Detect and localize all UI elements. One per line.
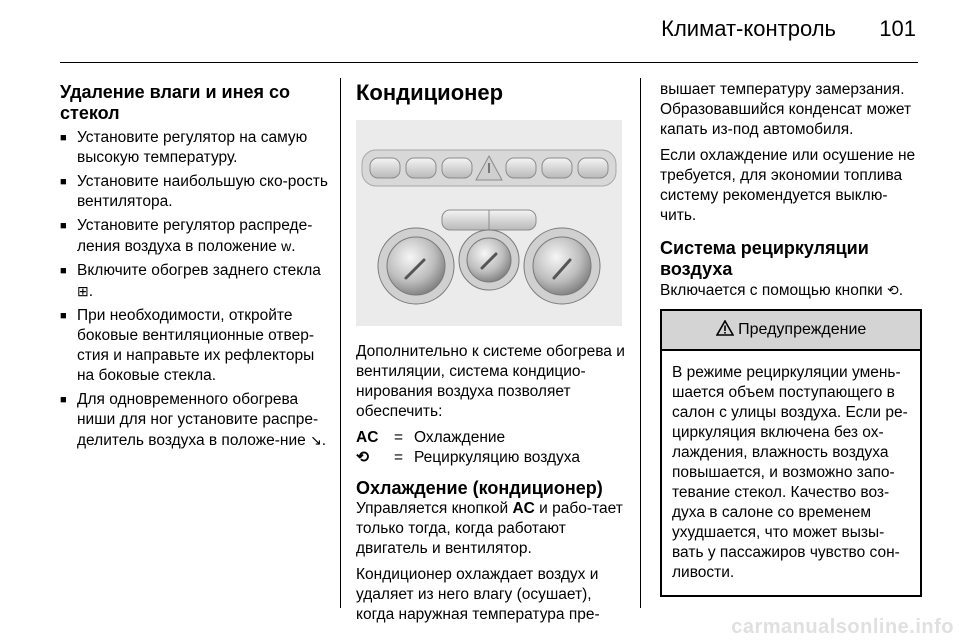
climate-control-panel-image (356, 120, 622, 326)
continuation-paragraph: вышает температуру замерзания. Образовавшийся конденсат может капать из-под автомобиля. (660, 81, 912, 138)
page-header-title: Климат-контроль (661, 16, 836, 41)
economy-paragraph: Если охлаждение или осушение не требуется, для экономии топлива систему рекомендуется выклю-чить. (660, 147, 916, 224)
header-rule (60, 62, 918, 63)
recirculation-icon: ⟲ (887, 282, 899, 298)
list-item: ■ Установите наибольшую ско-рость вентилятора. (60, 172, 332, 212)
climate-panel-illustration (356, 120, 622, 326)
column-divider-2 (640, 78, 641, 608)
warning-title: Предупреждение (738, 321, 867, 338)
column-right (660, 80, 922, 597)
watermark: carmanualsonline.info (731, 616, 954, 638)
warning-triangle-icon (716, 320, 734, 336)
list-item: ■ Для одновременного обогрева ниши для ног установите распре-делитель воздуха в положе-ние ↘. (60, 390, 332, 451)
section-heading-defrost: Удаление влаги и инея со стекол (60, 82, 291, 123)
list-item: ■ Установите регулятор на самую высокую температуру. (60, 128, 332, 168)
definition-row: ⟲ = Рециркуляцию воздуха (356, 449, 580, 466)
windshield-defrost-icon: ᴡ (281, 238, 292, 254)
cooling-paragraph-2: Кондиционер охлаждает воздух и удаляет из него влагу (осушает), когда наружная температура пре- (356, 566, 600, 623)
defrost-steps (60, 128, 332, 451)
definition-row: AC = Охлаждение (356, 429, 506, 446)
list-item: ■ При необходимости, откройте боковые вентиляционные отвер-стия и направьте их рефлекторы на боковые стекла. (60, 306, 332, 386)
cooling-paragraph-1: Управляется кнопкой AC и рабо-тает только тогда, когда работают двигатель и вентилятор. (356, 500, 623, 557)
column-divider-1 (340, 78, 341, 608)
warning-box (660, 309, 922, 597)
section-heading-recirculation: Система рециркуляции воздуха (660, 238, 869, 279)
recirculation-paragraph: Включается с помощью кнопки ⟲. (660, 282, 904, 299)
ac-intro-paragraph: Дополнительно к системе обогрева и вентиляции, система кондицио-нирования воздуха позволяет обеспечить: (356, 343, 625, 420)
recirculation-icon: ⟲ (356, 449, 369, 466)
section-subheading-cooling: Охлаждение (кондиционер) (356, 478, 603, 498)
ac-definitions (356, 428, 626, 468)
warning-body: В режиме рециркуляции умень-шается объем поступающего в салон с улицы воздуха. Если ре-циркуляция включена без ох-лаждения, влажность воздуха повышается, и возможно запо-тевание стекол. Качество воз-духа в салоне со временем ухудшается, что может вызы-вать у пассажиров чувство сон-ливости. (672, 364, 908, 581)
column-left (60, 82, 332, 451)
list-item: ■ Установите регулятор распреде-ления воздуха в положение ᴡ. (60, 216, 332, 257)
section-heading-ac: Кондиционер (356, 80, 504, 105)
ac-term: AC (356, 429, 379, 446)
rear-window-heat-icon: ⊞ (77, 283, 89, 299)
column-middle (356, 80, 626, 631)
list-item: ■ Включите обогрев заднего стекла ⊞. (60, 261, 332, 302)
warning-header (662, 311, 920, 351)
page-number: 101 (879, 16, 916, 41)
floor-windshield-icon: ↘ (310, 432, 322, 448)
